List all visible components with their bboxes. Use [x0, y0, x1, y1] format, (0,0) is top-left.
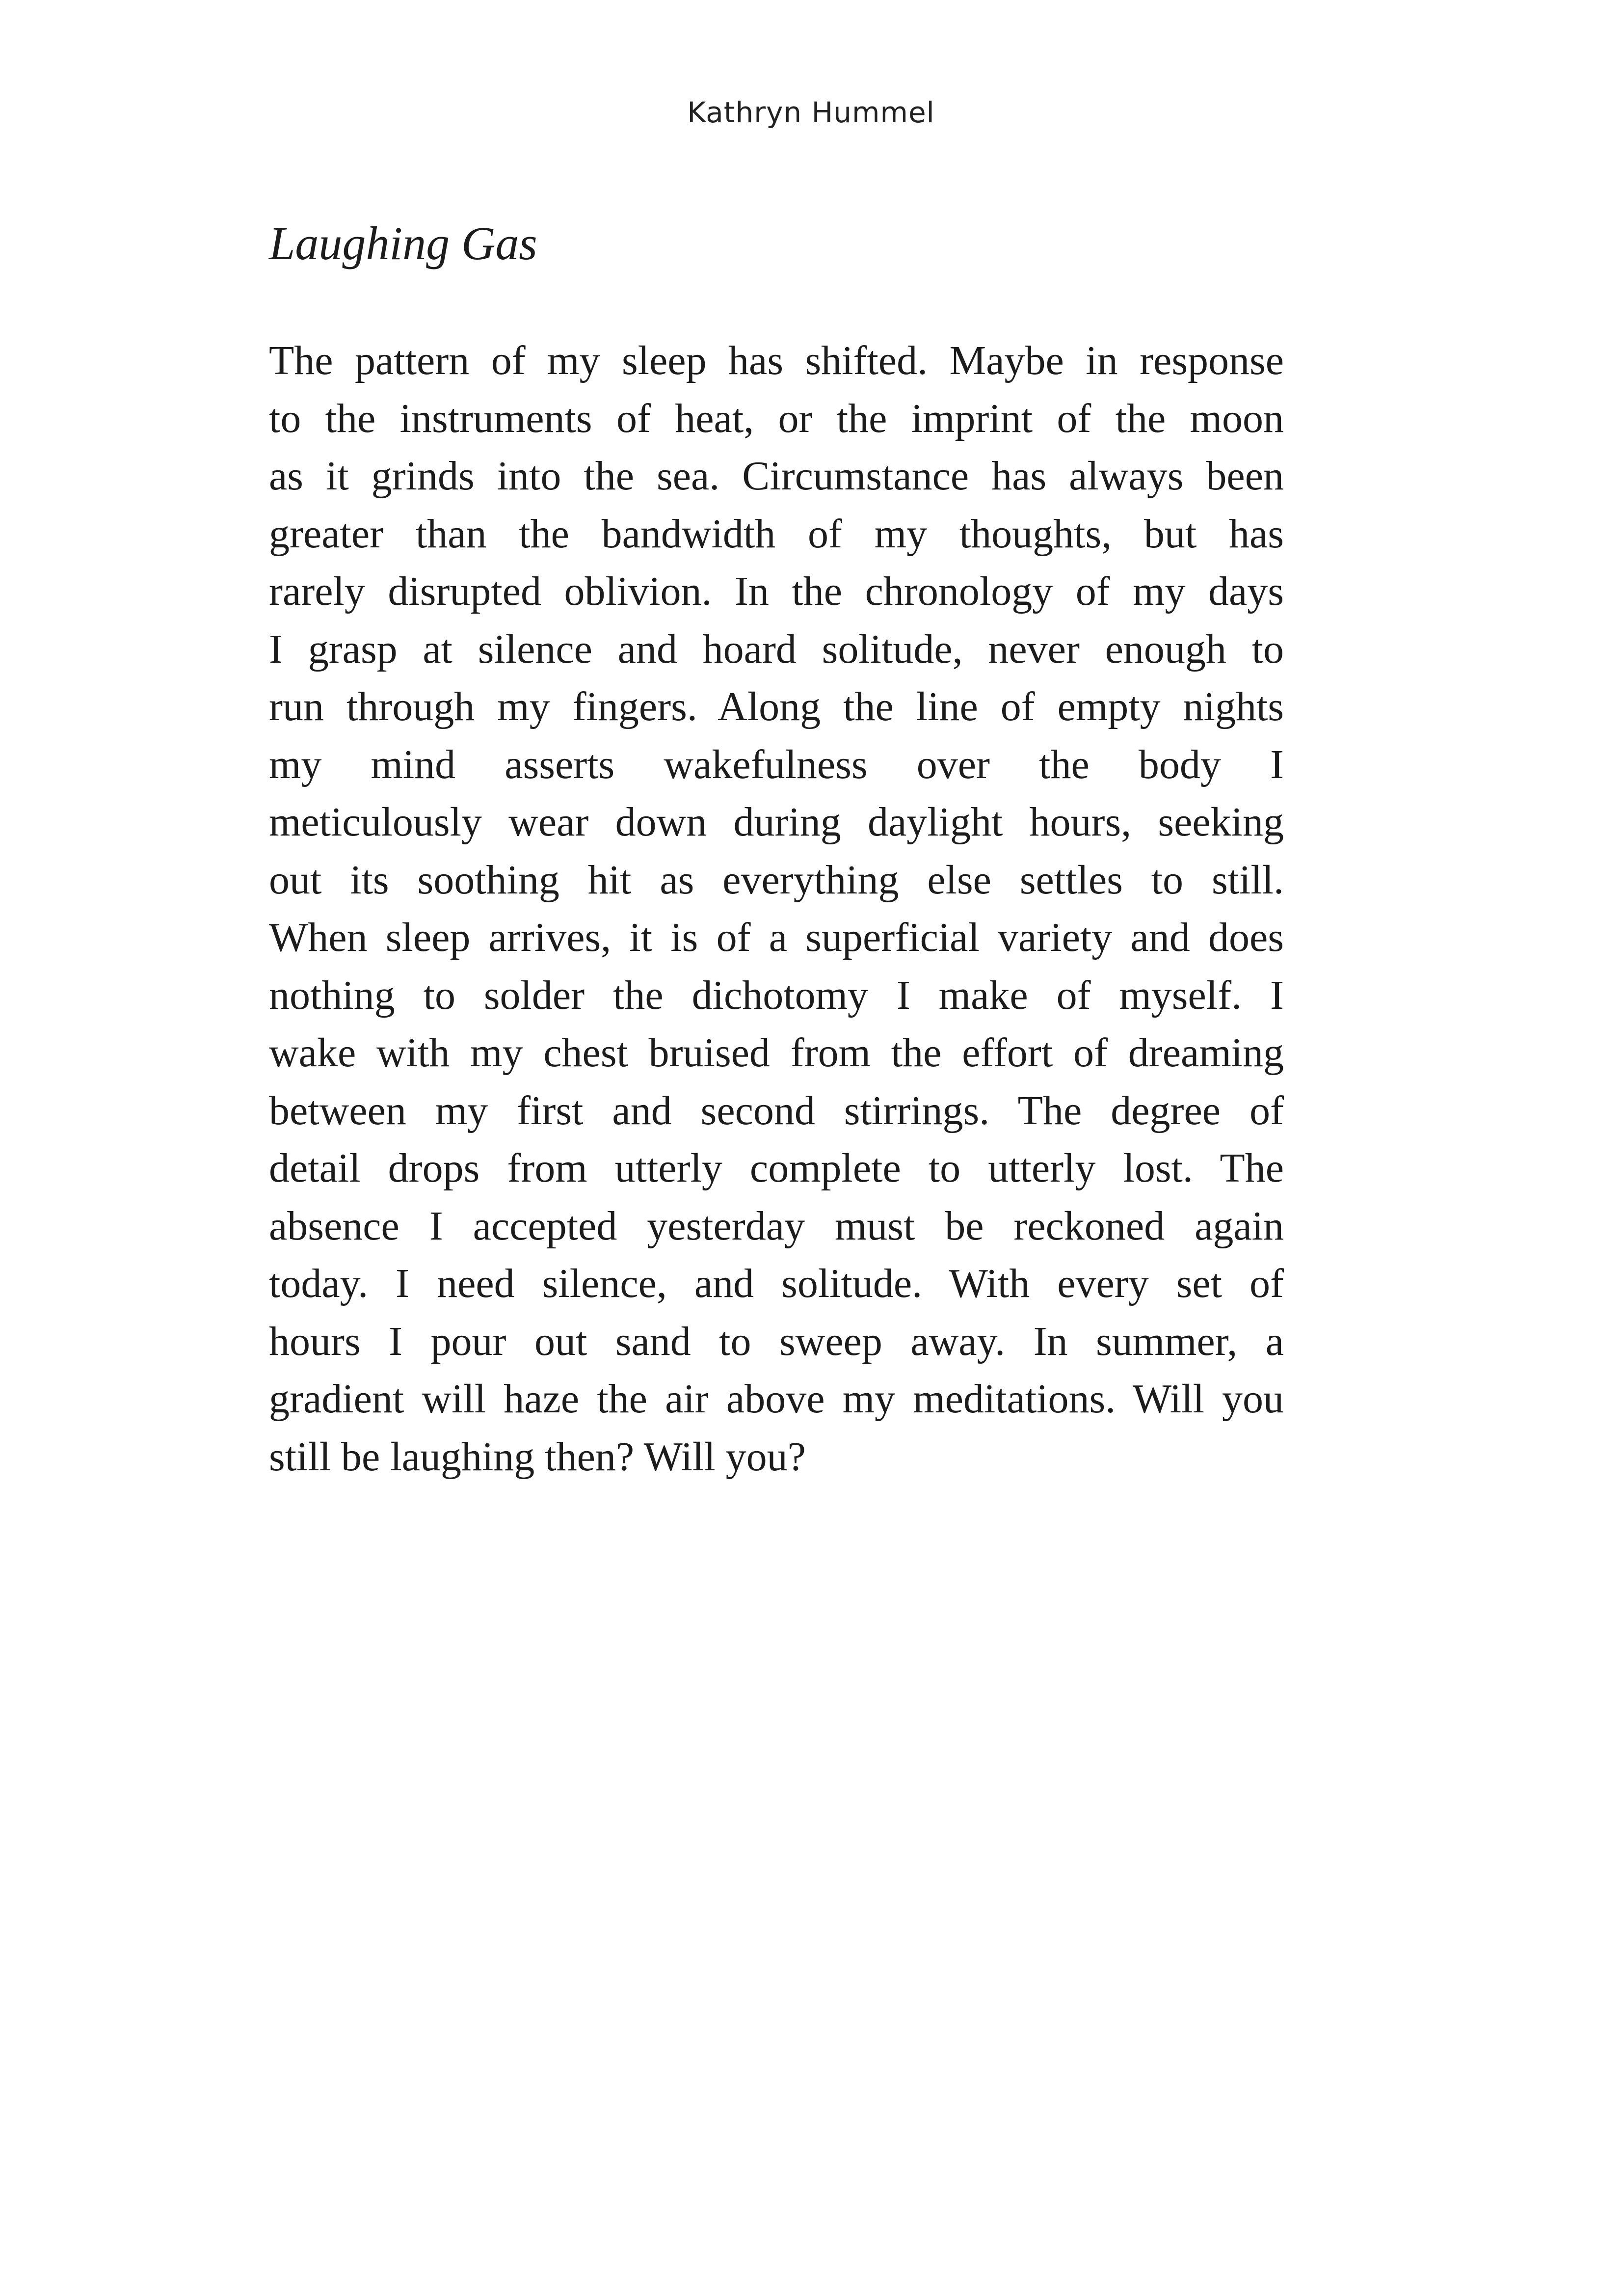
prose-line: between my first and second stirrings. The degree of — [269, 1087, 1284, 1134]
prose-line: When sleep arrives, it is of a superficial variety and does — [269, 915, 1284, 960]
prose-line: run through my fingers. Along the line of empty nights — [269, 684, 1284, 729]
prose-line: rarely disrupted oblivion. In the chronology of my days — [269, 568, 1284, 614]
prose-line: wake with my chest bruised from the effort of dreaming — [269, 1030, 1284, 1076]
prose-line: hours I pour out sand to sweep away. In summer, a — [269, 1318, 1284, 1364]
prose-line: gradient will haze the air above my meditations. Will you — [269, 1376, 1284, 1422]
running-header-author: Kathryn Hummel — [687, 96, 935, 129]
prose-line: to the instruments of heat, or the imprint of the moon — [269, 395, 1284, 441]
prose-line: out its soothing hit as everything else settles to still. — [269, 857, 1284, 903]
prose-line: detail drops from utterly complete to utterly lost. The — [269, 1145, 1284, 1191]
prose-line: nothing to solder the dichotomy I make of myself. I — [269, 972, 1284, 1018]
prose-line: The pattern of my sleep has shifted. Maybe in response — [269, 338, 1284, 383]
prose-line: my mind asserts wakefulness over the body I — [269, 741, 1284, 787]
prose-line: today. I need silence, and solitude. With every set of — [269, 1261, 1284, 1306]
prose-line: greater than the bandwidth of my thoughts, but has — [269, 511, 1284, 557]
poem-title: Laughing Gas — [269, 217, 537, 270]
prose-line: absence I accepted yesterday must be reckoned again — [269, 1203, 1284, 1249]
prose-line: I grasp at silence and hoard solitude, never enough to — [269, 626, 1284, 672]
prose-line: meticulously wear down during daylight hours, seeking — [269, 799, 1284, 845]
prose-line: as it grinds into the sea. Circumstance has always been — [269, 453, 1284, 499]
prose-poem-body — [269, 332, 1284, 1486]
prose-line-last: still be laughing then? Will you? — [269, 1433, 806, 1480]
